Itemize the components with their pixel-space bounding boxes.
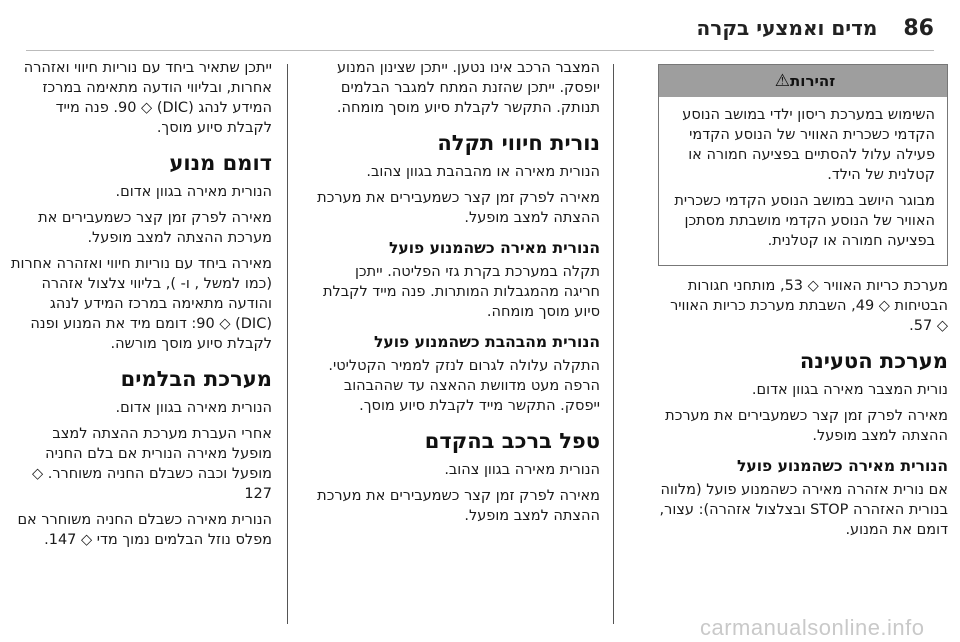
airbag-references: מערכת כריות האוויר ◇ 53, מותחני חגורות הבטיחות ◇ 49, השבתת מערכת כריות האוויר ◇ 57.: [670, 278, 948, 334]
brakes-heading: מערכת הבלמים: [120, 367, 272, 391]
service-heading: טפל ברכב בהקדם: [424, 429, 600, 453]
service-p1: הנורית מאירה בגוון צהוב.: [444, 462, 600, 478]
charging-p3: אם נורית אזהרה מאירה כשהמנוע פועל (מלווה בנורית האזהרה STOP ובצלצול אזהרה): עצור, דומם את המנוע.: [659, 482, 948, 538]
brakes-p1: הנורית מאירה בגוון אדום.: [115, 400, 272, 416]
column-divider-1: [613, 64, 614, 624]
chapter-title: מדים ואמצעי בקרה: [696, 16, 878, 40]
service-continued: ייתכן שתאיר ביחד עם נוריות חיווי ואזהרה אחרות, ובליווי הודעה מתאימה במרכז המידע לנהג (DIC) ◇ 90. פנה מייד לקבלת סיוע מוסך.: [23, 60, 272, 136]
fault-p3: תקלה במערכת בקרת גזי הפליטה. ייתכן חריגה מהמגבלות המותרות. פנה מייד לקבלת סיוע מוסך מומחה.: [323, 264, 600, 320]
page-number: 86: [903, 15, 934, 41]
column-divider-2: [287, 64, 288, 624]
brakes-p2: אחרי העברת מערכת ההצתה למצב מופעל מאירה הנורית אם בלם החניה מופעל וכבה כשבלם החניה משוחרר. ◇ 127: [31, 426, 272, 502]
right-column: [658, 64, 948, 546]
warning-title: זהירות: [790, 72, 836, 90]
brakes-p3: הנורית מאירה כשבלם החניה משוחרר אם מפלס נוזל הבלמים נמוך מדי ◇ 147.: [17, 512, 272, 548]
page-header: [26, 10, 934, 46]
warning-header: [659, 65, 947, 97]
charging-p1: נורית המצבר מאירה בגוון אדום.: [751, 382, 948, 398]
charging-p2: מאירה לפרק זמן קצר כשמעבירים את מערכת ההצתה למצב מופעל.: [665, 408, 948, 444]
header-rule: [26, 50, 934, 51]
stop-heading: דומם מנוע: [169, 151, 272, 175]
fault-p4: התקלה עלולה לגרום לנזק לממיר הקטליטי. הרפה מעט מדוושת ההאצה עד שההבהוב ייפסק. התקשר מייד לקבלת סיוע מוסך.: [328, 358, 600, 414]
fault-subheading-1: הנורית מאירה כשהמנוע פועל: [389, 239, 600, 257]
fault-heading: נורית חיווי תקלה: [437, 131, 600, 155]
warning-body: [659, 97, 947, 265]
stop-p1: הנורית מאירה בגוון אדום.: [115, 184, 272, 200]
warning-box: [658, 64, 948, 266]
warning-triangle-icon: ⚠: [774, 71, 791, 91]
fault-subheading-2: הנורית מהבהבת כשהמנוע פועל: [374, 333, 600, 351]
charging-subheading: הנורית מאירה כשהמנוע פועל: [737, 457, 948, 475]
fault-p2: מאירה לפרק זמן קצר כשמעבירים את מערכת ההצתה למצב מופעל.: [317, 190, 600, 226]
left-column: [10, 58, 272, 556]
warning-paragraph-2: מבוגר היושב במושב הנוסע הקדמי כשכרית האוויר של הנוסע הקדמי מושבתת מסתכן בפציעה חמורה או קטלנית.: [674, 193, 935, 249]
watermark: carmanualsonline.info: [700, 615, 925, 640]
stop-p3: מאירה ביחד עם נוריות חיווי ואזהרה אחרות (כמו למשל , ו- ), בליווי צלצול אזהרה והודעה מתאימה במרכז המידע לנהג (DIC) ◇ 90: דומם מיד את המנוע ופנה לקבלת סיוע מוסך מורשה.: [11, 256, 272, 352]
warning-paragraph-1: השימוש במערכת ריסון ילדי במושב הנוסע הקדמי כשכרית האוויר של הנוסע הקדמי פעילה עלול להסתיים בפציעה חמורה או קטלנית של הילד.: [682, 107, 935, 183]
stop-p2: מאירה לפרק זמן קצר כשמעבירים את מערכת ההצתה למצב מופעל.: [38, 210, 272, 246]
fault-p1: הנורית מאירה או מהבהבת בגוון צהוב.: [366, 164, 600, 180]
charging-heading: מערכת הטעינה: [799, 349, 948, 373]
service-p2: מאירה לפרק זמן קצר כשמעבירים את מערכת ההצתה למצב מופעל.: [317, 488, 600, 524]
battery-continued: המצבר הרכב אינו נטען. ייתכן שצינון המנוע יופסק. ייתכן שהזנת המתח למגבר הבלמים תנותק. התקשר לקבלת סיוע מוסך מומחה.: [336, 60, 600, 116]
middle-column: [315, 58, 600, 532]
